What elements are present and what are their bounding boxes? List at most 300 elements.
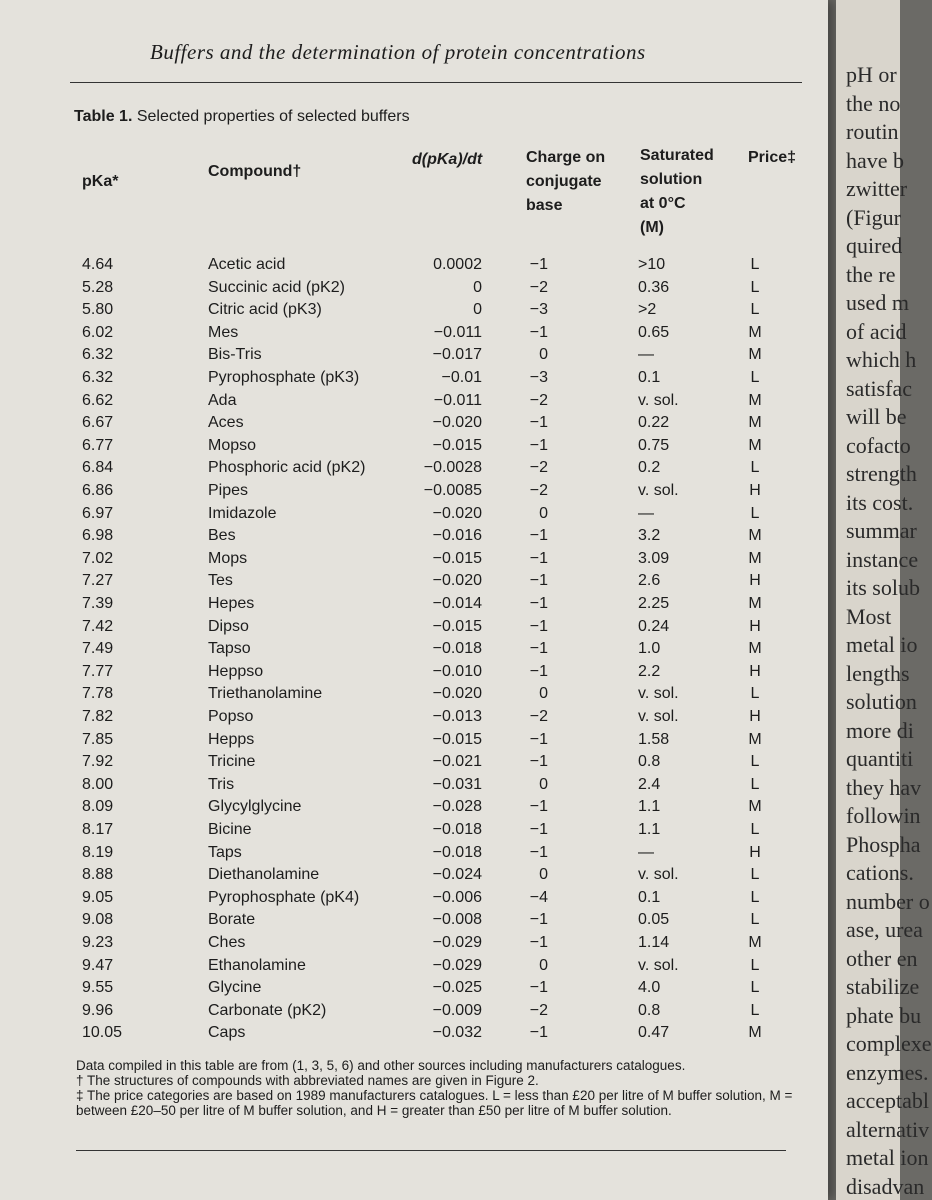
cell-charge: −1 [529,1024,548,1042]
cell-compound: Tapso [208,640,251,658]
table-row [0,889,828,911]
cell-compound: Borate [208,911,256,929]
cell-price: H [749,662,761,680]
cell-saturated: 0.8 [638,1001,661,1019]
cell-compound: Mopso [208,436,257,454]
footer-rule [76,1150,786,1151]
table-row [0,618,828,640]
facing-text-fragment: its cost. [846,489,914,515]
cell-charge: −1 [529,640,548,658]
header-saturated [640,144,714,240]
cell-saturated: 0.24 [638,617,670,635]
table-row [0,685,828,707]
facing-text-fragment: instance [846,546,919,572]
facing-text-fragment: cations. [846,860,914,885]
table-row [0,663,828,685]
cell-price: M [748,414,762,432]
facing-text-fragment: its solub [846,575,920,600]
cell-compound: Bis-Tris [208,346,262,364]
cell-compound: Succinic acid (pK2) [208,278,345,296]
facing-text-fragment: satisfac [846,375,912,401]
cell-pka: 6.02 [82,323,114,341]
cell-dpka: 0 [473,278,482,296]
cell-charge: −1 [529,753,548,771]
cell-compound: Ethanolamine [208,956,306,974]
cell-charge: 0 [539,956,548,974]
cell-pka: 8.00 [82,775,114,793]
facing-text-fragment: disadvan [846,1173,925,1199]
cell-saturated: — [638,504,654,522]
cell-dpka: −0.0028 [423,459,482,477]
cell-compound: Ada [208,391,237,409]
cell-charge: 0 [539,685,548,703]
facing-text-fragment: the re [846,261,896,287]
facing-text-fragment: more di [846,717,914,743]
cell-dpka: −0.013 [432,708,482,725]
header-charge [526,146,605,218]
cell-compound: Bes [208,527,236,545]
facing-text-fragment: zwitter [846,176,908,201]
cell-price: M [748,549,762,567]
cell-compound: Diethanolamine [208,866,320,884]
table-row [0,527,828,549]
cell-pka: 9.96 [82,1001,114,1019]
cell-saturated: 0.22 [638,414,670,432]
table-row [0,776,828,798]
facing-text-fragment: other en [846,945,918,971]
cell-price: L [750,753,760,771]
table-row [0,279,828,301]
cell-saturated: >2 [638,301,657,319]
cell-dpka: −0.015 [432,436,482,454]
table-row [0,256,828,278]
header-pka: pKa* [82,173,119,190]
cell-charge: −1 [529,436,548,454]
cell-charge: −1 [529,414,548,432]
cell-dpka: −0.009 [432,1001,482,1019]
cell-pka: 6.97 [82,504,114,522]
cell-pka: 7.39 [82,595,114,612]
facing-text-fragment: phate bu [846,1002,922,1028]
cell-pka: 8.88 [82,866,114,884]
cell-pka: 8.19 [82,843,114,861]
cell-compound: Ches [208,934,246,951]
facing-text-fragment: stabilize [846,974,920,999]
header-saturated-line: (M) [640,219,664,236]
cell-pka: 7.42 [82,617,114,635]
cell-price: L [750,685,760,703]
facing-text-fragment: alternativ [846,1116,930,1142]
cell-compound: Taps [208,843,242,861]
cell-saturated: 3.2 [638,527,661,545]
header-charge-line: conjugate [526,173,602,190]
cell-dpka: −0.032 [432,1024,482,1042]
cell-saturated: 0.1 [638,369,661,386]
cell-compound: Triethanolamine [208,685,323,703]
table-notes [76,1058,796,1118]
table-row [0,866,828,888]
cell-charge: −3 [529,301,548,319]
table-row [0,301,828,323]
cell-charge: −1 [529,798,548,816]
facing-text-fragment: metal io [846,632,918,657]
cell-saturated: v. sol. [638,482,679,499]
header-compound: Compound† [208,163,302,180]
cell-price: L [750,256,760,273]
cell-compound: Acetic acid [208,256,286,273]
cell-compound: Phosphoric acid (pK2) [208,459,366,477]
cell-price: L [750,775,760,793]
cell-price: L [750,911,760,929]
table-row [0,640,828,662]
facing-page-edge [836,0,932,1200]
table-row [0,979,828,1001]
cell-price: L [750,459,760,477]
cell-pka: 9.08 [82,911,114,929]
cell-charge: 0 [539,504,548,522]
cell-saturated: 0.75 [638,436,670,454]
cell-dpka: −0.011 [433,323,482,341]
facing-text-fragment: acceptabl [846,1088,930,1113]
cell-charge: −1 [529,323,548,341]
cell-compound: Pyrophosphate (pK4) [208,888,360,906]
cell-compound: Caps [208,1024,246,1042]
cell-price: H [749,843,761,861]
cell-pka: 6.32 [82,369,114,386]
cell-compound: Pipes [208,482,249,499]
table-row [0,346,828,368]
facing-text-fragment: followin [846,803,921,828]
cell-dpka: −0.018 [432,821,482,838]
cell-pka: 8.09 [82,798,114,816]
cell-saturated: v. sol. [638,956,679,974]
table-row [0,753,828,775]
cell-price: M [748,323,762,341]
cell-saturated: 0.05 [638,911,670,929]
cell-charge: −1 [529,549,548,567]
cell-charge: 0 [539,775,548,793]
cell-compound: Glycylglycine [208,798,302,816]
cell-dpka: −0.029 [432,934,482,951]
facing-text-fragment: have b [846,147,905,173]
facing-text-fragment: quantiti [846,746,914,771]
cell-saturated: v. sol. [638,391,679,409]
cell-dpka: −0.006 [432,888,482,906]
facing-text-fragment: cofacto [846,432,911,458]
cell-pka: 7.92 [82,753,114,771]
cell-saturated: 3.09 [638,549,670,567]
cell-price: L [750,956,760,974]
table-row [0,572,828,594]
cell-price: H [749,617,761,635]
cell-charge: −1 [529,821,548,838]
cell-charge: −1 [529,572,548,590]
cell-compound: Dipso [208,617,249,635]
cell-compound: Hepes [208,595,255,612]
cell-compound: Mops [208,549,248,567]
facing-text-fragment: Most [846,603,892,629]
cell-dpka: −0.011 [433,391,482,409]
cell-pka: 7.78 [82,685,114,703]
cell-pka: 7.02 [82,549,114,567]
cell-dpka: −0.018 [432,640,482,658]
cell-price: L [750,1001,760,1019]
facing-text-fragment: ase, urea [846,917,923,942]
cell-pka: 7.77 [82,662,114,680]
table-row [0,437,828,459]
cell-pka: 10.05 [82,1024,123,1042]
header-charge-line: Charge on [526,149,606,166]
cell-saturated: 2.2 [638,662,661,680]
cell-saturated: 0.8 [638,753,661,771]
cell-price: H [749,572,761,590]
cell-price: L [750,369,760,386]
cell-saturated: 2.25 [638,595,670,612]
cell-dpka: −0.0085 [423,482,482,499]
cell-dpka: −0.031 [432,775,482,793]
cell-price: L [750,979,760,997]
cell-saturated: 0.47 [638,1024,670,1042]
cell-dpka: −0.020 [432,504,482,522]
table-row [0,324,828,346]
header-price: Price‡ [748,149,797,166]
cell-compound: Mes [208,323,239,341]
facing-text-fragment: (Figur [846,204,901,230]
facing-text-fragment: metal ion [846,1145,929,1170]
cell-saturated: 0.65 [638,323,670,341]
table-caption-text: Selected properties of selected buffers [136,108,410,125]
cell-saturated: >10 [638,256,666,273]
cell-dpka: −0.021 [432,753,482,771]
note-line: Data compiled in this table are from (1, 3, 5, 6) and other sources including manufacturers catalogues. [76,1058,686,1073]
table-row [0,505,828,527]
cell-price: L [750,866,760,884]
facing-text-fragment: will be [846,404,907,429]
table-row [0,459,828,481]
cell-dpka: −0.018 [432,843,482,861]
cell-price: M [748,595,762,612]
cell-saturated: 1.1 [638,821,661,838]
cell-pka: 6.86 [82,482,114,499]
header-saturated-line: Saturated [640,147,714,164]
cell-price: M [748,640,762,658]
table-row [0,821,828,843]
facing-text-fragment: lengths [846,660,910,686]
table-row [0,934,828,956]
cell-charge: −3 [529,369,548,386]
cell-price: M [748,1024,762,1042]
cell-price: H [749,708,761,725]
cell-dpka: −0.015 [432,730,482,748]
facing-text-fragment: which h [846,347,917,372]
table-caption-label: Table 1. [74,108,133,125]
cell-charge: −2 [529,482,548,499]
table-row [0,414,828,436]
facing-text-fragment: they hav [846,774,922,800]
cell-charge: −1 [529,979,548,997]
cell-compound: Pyrophosphate (pK3) [208,369,360,386]
cell-compound: Carbonate (pK2) [208,1001,327,1019]
cell-price: L [750,301,760,319]
cell-price: M [748,798,762,816]
cell-charge: −1 [529,256,548,273]
cell-pka: 6.77 [82,436,114,454]
cell-charge: −1 [529,911,548,929]
cell-charge: −2 [529,459,548,477]
cell-saturated: 0.36 [638,278,670,296]
header-saturated-line: at 0°C [640,195,686,212]
cell-charge: 0 [539,346,548,364]
cell-saturated: — [638,843,654,861]
cell-saturated: 2.6 [638,572,661,590]
cell-pka: 9.47 [82,956,114,974]
facing-text-fragment: enzymes. [846,1059,929,1085]
cell-saturated: v. sol. [638,685,679,703]
cell-compound: Heppso [208,662,264,680]
table-row [0,392,828,414]
cell-dpka: −0.029 [432,956,482,974]
cell-saturated: 0.1 [638,888,661,906]
facing-text-fragment: pH or [846,62,897,87]
cell-charge: −1 [529,662,548,680]
cell-compound: Tricine [208,753,256,771]
cell-price: H [749,482,761,499]
cell-saturated: 1.0 [638,640,661,658]
cell-pka: 7.27 [82,572,114,590]
header-dpka: d(pKa)/dt [412,151,483,168]
cell-saturated: 0.2 [638,459,661,477]
cell-pka: 5.80 [82,301,114,319]
facing-text-fragment: used m [846,290,909,315]
cell-saturated: 1.1 [638,798,661,816]
cell-compound: Hepps [208,730,255,748]
cell-saturated: 2.4 [638,775,661,793]
cell-compound: Tes [208,572,233,590]
cell-compound: Tris [208,775,235,793]
cell-charge: −2 [529,391,548,409]
cell-dpka: −0.015 [432,549,482,567]
facing-text-fragment: of acid [846,318,907,344]
table-row [0,798,828,820]
cell-price: M [748,391,762,409]
cell-charge: 0 [539,866,548,884]
cell-price: M [748,934,762,951]
header-saturated-line: solution [640,171,703,188]
facing-text-fragment: number o [846,888,930,914]
cell-pka: 9.55 [82,979,114,997]
cell-charge: −2 [529,708,548,725]
cell-pka: 7.49 [82,640,114,658]
cell-pka: 6.67 [82,414,114,432]
cell-dpka: −0.014 [432,595,482,612]
cell-pka: 8.17 [82,821,114,838]
cell-dpka: −0.01 [441,369,482,386]
cell-pka: 6.32 [82,346,114,364]
cell-compound: Citric acid (pK3) [208,301,322,319]
cell-pka: 6.98 [82,527,114,545]
cell-saturated: 1.58 [638,730,670,748]
cell-dpka: −0.020 [432,572,482,590]
cell-dpka: −0.017 [432,346,482,364]
cell-compound: Popso [208,708,254,725]
table-row [0,369,828,391]
cell-dpka: −0.025 [432,979,482,997]
facing-text-fragment: strength [846,461,917,486]
running-head: Buffers and the determination of protein concentrations [150,40,646,64]
cell-dpka: −0.015 [432,617,482,635]
cell-dpka: −0.016 [432,527,482,545]
table-row [0,708,828,730]
cell-dpka: 0.0002 [433,256,482,273]
cell-dpka: −0.024 [432,866,482,884]
cell-compound: Imidazole [208,504,277,522]
cell-price: M [748,730,762,748]
cell-charge: −4 [529,888,548,906]
cell-charge: −1 [529,595,548,612]
cell-charge: −1 [529,527,548,545]
table-row [0,1024,828,1046]
cell-saturated: 1.14 [638,934,670,951]
table-row [0,844,828,866]
cell-dpka: −0.010 [432,662,482,680]
cell-saturated: v. sol. [638,866,679,884]
table-row [0,595,828,617]
cell-compound: Aces [208,414,244,432]
cell-compound: Bicine [208,821,252,838]
cell-pka: 7.85 [82,730,114,748]
cell-dpka: −0.008 [432,911,482,929]
cell-pka: 9.05 [82,888,114,906]
note-line: † The structures of compounds with abbreviated names are given in Figure 2. [76,1073,539,1088]
cell-price: L [750,888,760,906]
cell-charge: −1 [529,934,548,951]
cell-pka: 9.23 [82,934,114,951]
facing-text-fragment: solution [846,689,917,714]
cell-pka: 5.28 [82,278,114,296]
cell-dpka: −0.020 [432,414,482,432]
cell-price: M [748,527,762,545]
cell-pka: 6.62 [82,391,114,409]
table-caption [74,108,410,126]
table-row [0,1002,828,1024]
facing-text-fragment: routin [846,119,899,144]
table-row [0,550,828,572]
cell-saturated: v. sol. [638,708,679,725]
facing-text-fragment: complexe [846,1031,932,1056]
header-charge-line: base [526,197,563,214]
cell-price: L [750,821,760,838]
table-row [0,731,828,753]
cell-dpka: −0.028 [432,798,482,816]
cell-dpka: 0 [473,301,482,319]
cell-pka: 4.64 [82,256,114,273]
cell-saturated: — [638,346,654,364]
header-rule [70,82,802,83]
cell-pka: 6.84 [82,459,114,477]
cell-charge: −2 [529,1001,548,1019]
cell-charge: −2 [529,278,548,296]
cell-charge: −1 [529,617,548,635]
cell-price: M [748,436,762,454]
facing-text-fragment: the no [846,90,901,116]
facing-text-fragment: Phospha [846,831,921,857]
cell-price: M [748,346,762,364]
cell-saturated: 4.0 [638,979,661,997]
cell-charge: −1 [529,730,548,748]
table-row [0,911,828,933]
cell-price: L [750,504,760,522]
cell-pka: 7.82 [82,708,114,725]
